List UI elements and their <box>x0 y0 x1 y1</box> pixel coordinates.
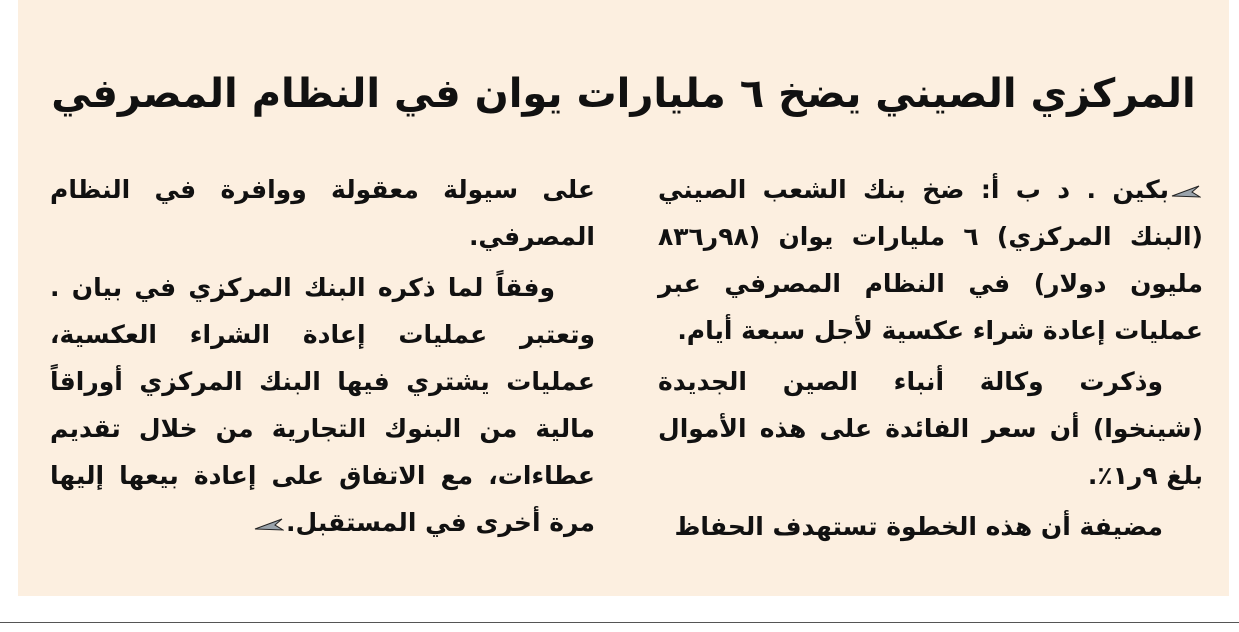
article-column-right <box>658 166 1203 550</box>
paragraph-repo <box>50 264 595 546</box>
article-headline: المركزي الصيني يضخ ٦ مليارات يوان في النظام المصرفي <box>51 71 1196 117</box>
dateline-text: بكين . د ب أ: ضخ بنك الشعب الصيني (البنك المركزي) ٦ مليارات يوان (٩٨ر٨٣٦ مليون دولار) في النظام المصرفي عبر عمليات إعادة شراء عكسية لأجل سبعة أيام. <box>658 175 1203 345</box>
paragraph-xinhua: وذكرت وكالة أنباء الصين الجديدة (شينخوا) أن سعر الفائدة على هذه الأموال بلغ ٩ر١٪. <box>658 367 1203 490</box>
start-mark-icon <box>1171 183 1201 199</box>
paragraph-dateline <box>658 166 1203 354</box>
paragraph-continued: مضيفة أن هذه الخطوة تستهدف الحفاظ <box>674 512 1163 541</box>
newspaper-clipping <box>18 0 1229 596</box>
bottom-rule <box>0 622 1239 623</box>
repo-text: وفقاً لما ذكره البنك المركزي في بيان . وتعتبر عمليات إعادة الشراء العكسية، عمليات يشتري فيها البنك المركزي أوراقاً مالية من البنوك التجارية من خلال تقديم عطاءات، مع الاتفاق على إعادة بيعها إليها مرة أخرى في المستقبل. <box>50 273 595 537</box>
end-mark-icon <box>254 516 284 532</box>
paragraph-liquidity: على سيولة معقولة ووافرة في النظام المصرفي. <box>50 175 595 251</box>
article-column-left <box>50 166 595 546</box>
